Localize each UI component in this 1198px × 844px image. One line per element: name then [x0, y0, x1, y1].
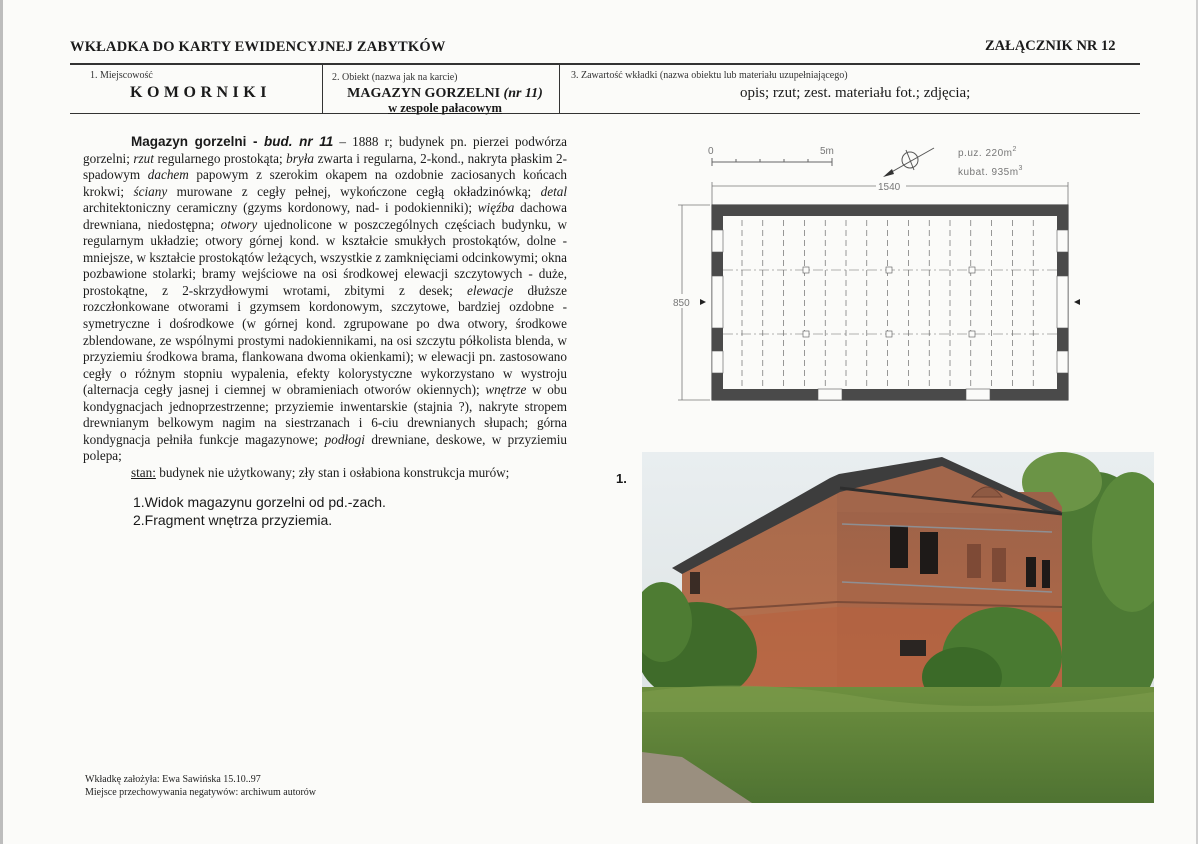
scale-bar: [712, 158, 832, 166]
desc-term-podlogi: podłogi: [324, 431, 365, 447]
photo-list-item: 2.Fragment wnętrza przyziemia.: [133, 512, 333, 528]
desc-term-dachem: dachem: [147, 167, 189, 183]
width-dimension: 850: [673, 298, 690, 309]
desc-term-rzut: rzut: [133, 150, 154, 166]
locality-value: KOMORNIKI: [130, 84, 271, 101]
desc-term-otwory: otwory: [220, 216, 258, 232]
photo-list-item: 1.Widok magazynu gorzelni od pd.-zach.: [133, 494, 386, 510]
desc-t3: papowym z szerokim okapem na ozdobnie zaciosanych końcach krokwi;: [83, 167, 567, 199]
footer-created-by: Wkładkę założyła: Ewa Sawińska 15.10..97: [85, 774, 261, 785]
usable-area-value: p.uz. 220m: [958, 148, 1013, 159]
north-arrow-icon: [883, 148, 934, 177]
photo-number: 1.: [616, 471, 627, 486]
floor-beams: [723, 270, 1057, 334]
desc-heading-bud: bud. nr 11: [264, 134, 334, 149]
desc-stan-label: stan:: [131, 464, 156, 480]
desc-t9: w obu kondygnacjach jednoprzestrzenne; przyziemie inwentarskie (stajnia ?), nakryte stropem drewnianym belkowym nagim na siestrzanach i 6-ciu drewnianych słupach; górna kondygnacja pełniła funkcje magazynowe;: [83, 382, 567, 447]
document-title: WKŁADKA DO KARTY EWIDENCYJNEJ ZABYTKÓW: [70, 39, 446, 55]
desc-t4: murowane z cegły pełnej, wykończone cegłą okładzinówką;: [167, 183, 541, 199]
desc-t2: zwarta i regularna, 2-kond., nakryta płaskim 2-spadowym: [83, 150, 567, 183]
object-label: 2. Obiekt (nazwa jak na karcie): [332, 72, 458, 83]
desc-stan-text: budynek nie użytkowany; zły stan i osłabiona konstrukcja murów;: [155, 464, 510, 480]
building-walls: [712, 205, 1068, 400]
desc-t5: architektoniczny ceramiczny (gzyms kordonowy, nad- i podokienniki);: [83, 200, 478, 216]
desc-term-sciany: ściany: [133, 183, 168, 199]
floor-joists: [742, 220, 1033, 386]
header-rule-top: [70, 63, 1140, 65]
scan-edge-left: [0, 0, 3, 844]
desc-t1: regularnego prostokąta;: [153, 150, 287, 166]
cubature: [958, 165, 1023, 178]
locality-label: 1. Miejscowość: [90, 70, 153, 81]
desc-intro: – 1888 r; budynek pn. pierzei podwórza gorzelni;: [83, 134, 568, 166]
desc-term-wiezba: więźba: [477, 200, 515, 216]
object-name-text: MAGAZYN GORZELNI: [347, 86, 501, 101]
header-divider-2: [559, 64, 560, 114]
scale-five-label: 5m: [820, 146, 834, 157]
header-rule-bottom: [70, 113, 1140, 114]
attachment-number: ZAŁĄCZNIK NR 12: [985, 38, 1116, 54]
desc-term-detal: detal: [540, 183, 567, 199]
section-arrow-left-icon: [700, 299, 706, 305]
scale-zero-label: 0: [708, 146, 714, 157]
contents-label: 3. Zawartość wkładki (nazwa obiektu lub materiału uzupełniającego): [571, 70, 848, 81]
desc-term-wnetrze: wnętrze: [485, 382, 527, 398]
footer-negatives: Miejsce przechowywania negatywów: archiwum autorów: [85, 787, 317, 798]
desc-t10: drewniane, deskowe, w przyziemiu polepa;: [83, 431, 567, 464]
footer: [85, 773, 316, 799]
desc-t6: dachowa drewniana, niedostępna;: [83, 200, 567, 232]
object-number: (nr 11): [503, 86, 543, 101]
contents-value: opis; rzut; zest. materiału fot.; zdjęcia;: [740, 85, 971, 101]
desc-heading-name: Magazyn gorzelni -: [131, 134, 265, 149]
warehouse-photo: [642, 452, 1154, 803]
length-dimension: 1540: [878, 182, 901, 193]
object-name: [340, 86, 550, 102]
object-subtitle: w zespole pałacowym: [388, 101, 502, 115]
desc-t7: ujednolicone w poszczególnych częściach budynku, w regularnym układzie; otwory górnej kond. w kształcie smukłych prostokątów, dolne - mniejsze, w kształcie prostokątów leżących, wszystkie z zamknięciami odcinkowymi; okna pozbawione stolarki; bramy wejściowe na osi środkowej elewacji szczytowych - duże, prostokątne, z 2-skrzydłowymi wrotami, zbitymi z desek;: [83, 216, 567, 298]
desc-term-bryla: bryła: [286, 150, 315, 166]
header-divider-1: [322, 64, 323, 114]
cubature-exp: 3: [1018, 165, 1023, 172]
posts: [803, 267, 975, 337]
usable-area-exp: 2: [1012, 146, 1017, 153]
section-arrow-right-icon: [1074, 299, 1080, 305]
floor-plan-drawing: [670, 138, 1090, 408]
desc-term-elewacje: elewacje: [467, 282, 514, 298]
description-text: [83, 134, 567, 481]
desc-t8: dłuższe rozczłonkowane otworami i gzymsem kordonowym, szczytowe, bardziej ozdobne - symetryczne i dośrodkowe (w górnej kond. zgrupowane po dwa otwory, środkowe zblendowane, ze wspólnymi prostymi nadokiennikami, na osi szczytu półkolista blenda, w przyziemiu środkowa brama, flankowana dwoma okienkami); w elewacji pn. zastosowano cegły o różnym stopniu wypalenia, efekty kolorystyczne wykorzystano w wystroju (alternacja cegły jasnej i ciemnej w obramieniach otworów okiennych);: [83, 282, 567, 398]
cubature-value: kubat. 935m: [958, 167, 1019, 178]
photo-list: [133, 493, 386, 529]
usable-area: [958, 146, 1017, 159]
